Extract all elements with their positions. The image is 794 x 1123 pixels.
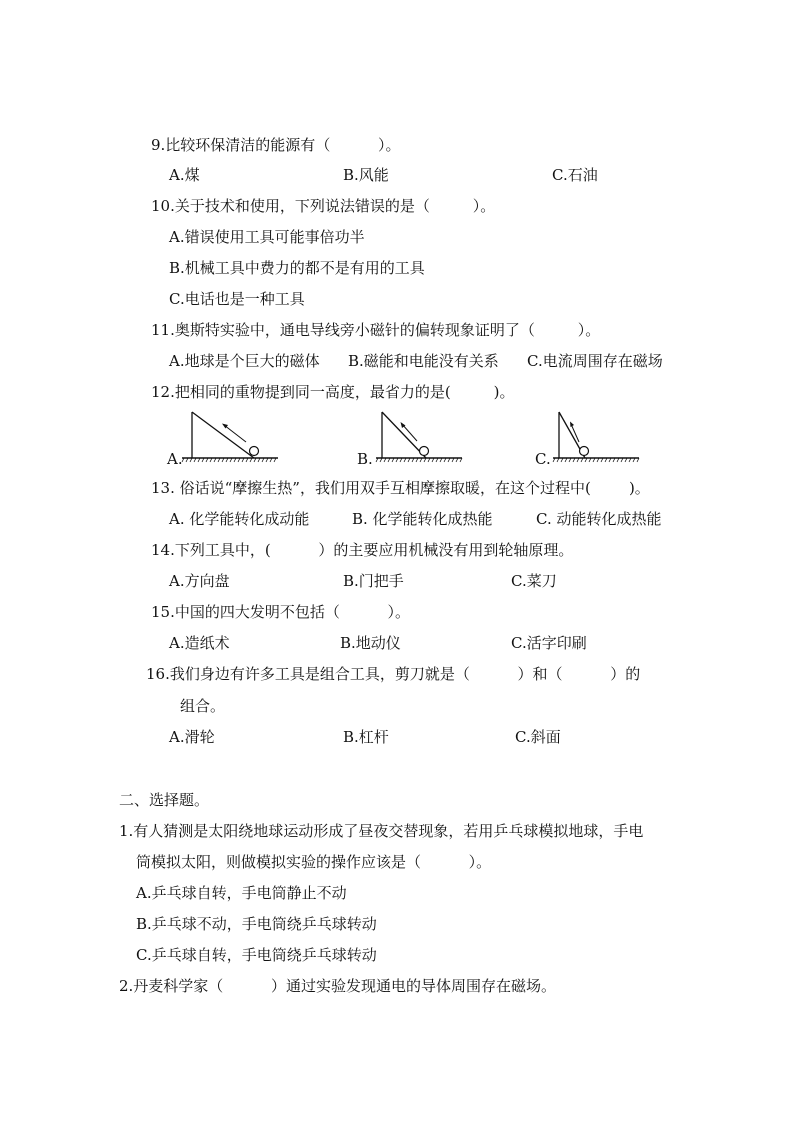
question-11-option-a: A.地球是个巨大的磁体 (169, 352, 320, 370)
question-10-option-a: A.错误使用工具可能事倍功半 (169, 228, 365, 246)
section2-question-2-stem: 2.丹麦科学家（ ）通过实验发现通电的导体周围存在磁场。 (119, 977, 556, 995)
question-10-option-c: C.电话也是一种工具 (169, 290, 305, 308)
question-15-option-b: B.地动仪 (340, 634, 401, 652)
question-13-option-a: A. 化学能转化成动能 (169, 510, 310, 528)
question-9-stem: 9.比较环保清洁的能源有（ ）。 (151, 136, 401, 154)
question-16-stem: 16.我们身边有许多工具是组合工具，剪刀就是（ ）和（ ）的 (146, 665, 641, 683)
section2-question-1-stem-continued: 筒模拟太阳，则做模拟实验的操作应该是（ ）。 (136, 853, 492, 871)
question-16-option-b: B.杠杆 (343, 728, 389, 746)
question-12-option-c-label: C. (535, 450, 551, 468)
question-14-option-c: C.菜刀 (511, 572, 557, 590)
question-15-option-a: A.造纸术 (169, 634, 230, 652)
question-16-stem-continued: 组合。 (180, 697, 226, 715)
question-14-option-b: B.门把手 (343, 572, 404, 590)
question-9-option-a: A.煤 (169, 166, 200, 184)
question-14-stem: 14.下列工具中，( ）的主要应用机械没有用到轮轴原理。 (151, 541, 574, 559)
incline-figure-b (376, 410, 462, 462)
question-16-option-a: A.滑轮 (169, 728, 215, 746)
question-13-option-c: C. 动能转化成热能 (536, 510, 662, 528)
question-14-option-a: A.方向盘 (169, 572, 230, 590)
section2-question-1-option-c: C.乒乓球自转，手电筒绕乒乓球转动 (136, 946, 377, 964)
incline-figure-a (182, 410, 278, 462)
question-9-option-b: B.风能 (343, 166, 389, 184)
question-13-option-b: B. 化学能转化成热能 (352, 510, 493, 528)
question-16-option-c: C.斜面 (515, 728, 561, 746)
question-10-option-b: B.机械工具中费力的都不是有用的工具 (169, 259, 425, 277)
question-12-option-b-label: B. (357, 450, 373, 468)
question-12-stem: 12.把相同的重物提到同一高度，最省力的是( )。 (151, 383, 515, 401)
section2-question-1-option-b: B.乒乓球不动，手电筒绕乒乓球转动 (136, 915, 377, 933)
question-13-stem: 13. 俗话说“摩擦生热”，我们用双手互相摩擦取暖，在这个过程中( )。 (151, 479, 650, 497)
question-11-option-c: C.电流周围存在磁场 (527, 352, 663, 370)
question-9-option-c: C.石油 (552, 166, 598, 184)
question-12-option-a-label: A. (167, 450, 183, 468)
section2-question-1-stem: 1.有人猜测是太阳绕地球运动形成了昼夜交替现象，若用乒乓球模拟地球，手电 (119, 822, 644, 840)
section2-question-1-option-a: A.乒乓球自转，手电筒静止不动 (136, 884, 347, 902)
question-15-stem: 15.中国的四大发明不包括（ ）。 (151, 603, 411, 621)
question-11-option-b: B.磁能和电能没有关系 (348, 352, 499, 370)
question-15-option-c: C.活字印刷 (511, 634, 587, 652)
incline-figure-c (553, 410, 639, 462)
section-title: 二、选择题。 (119, 791, 210, 809)
question-11-stem: 11.奥斯特实验中，通电导线旁小磁针的偏转现象证明了（ ）。 (151, 321, 601, 339)
question-10-stem: 10.关于技术和使用，下列说法错误的是（ ）。 (151, 197, 496, 215)
